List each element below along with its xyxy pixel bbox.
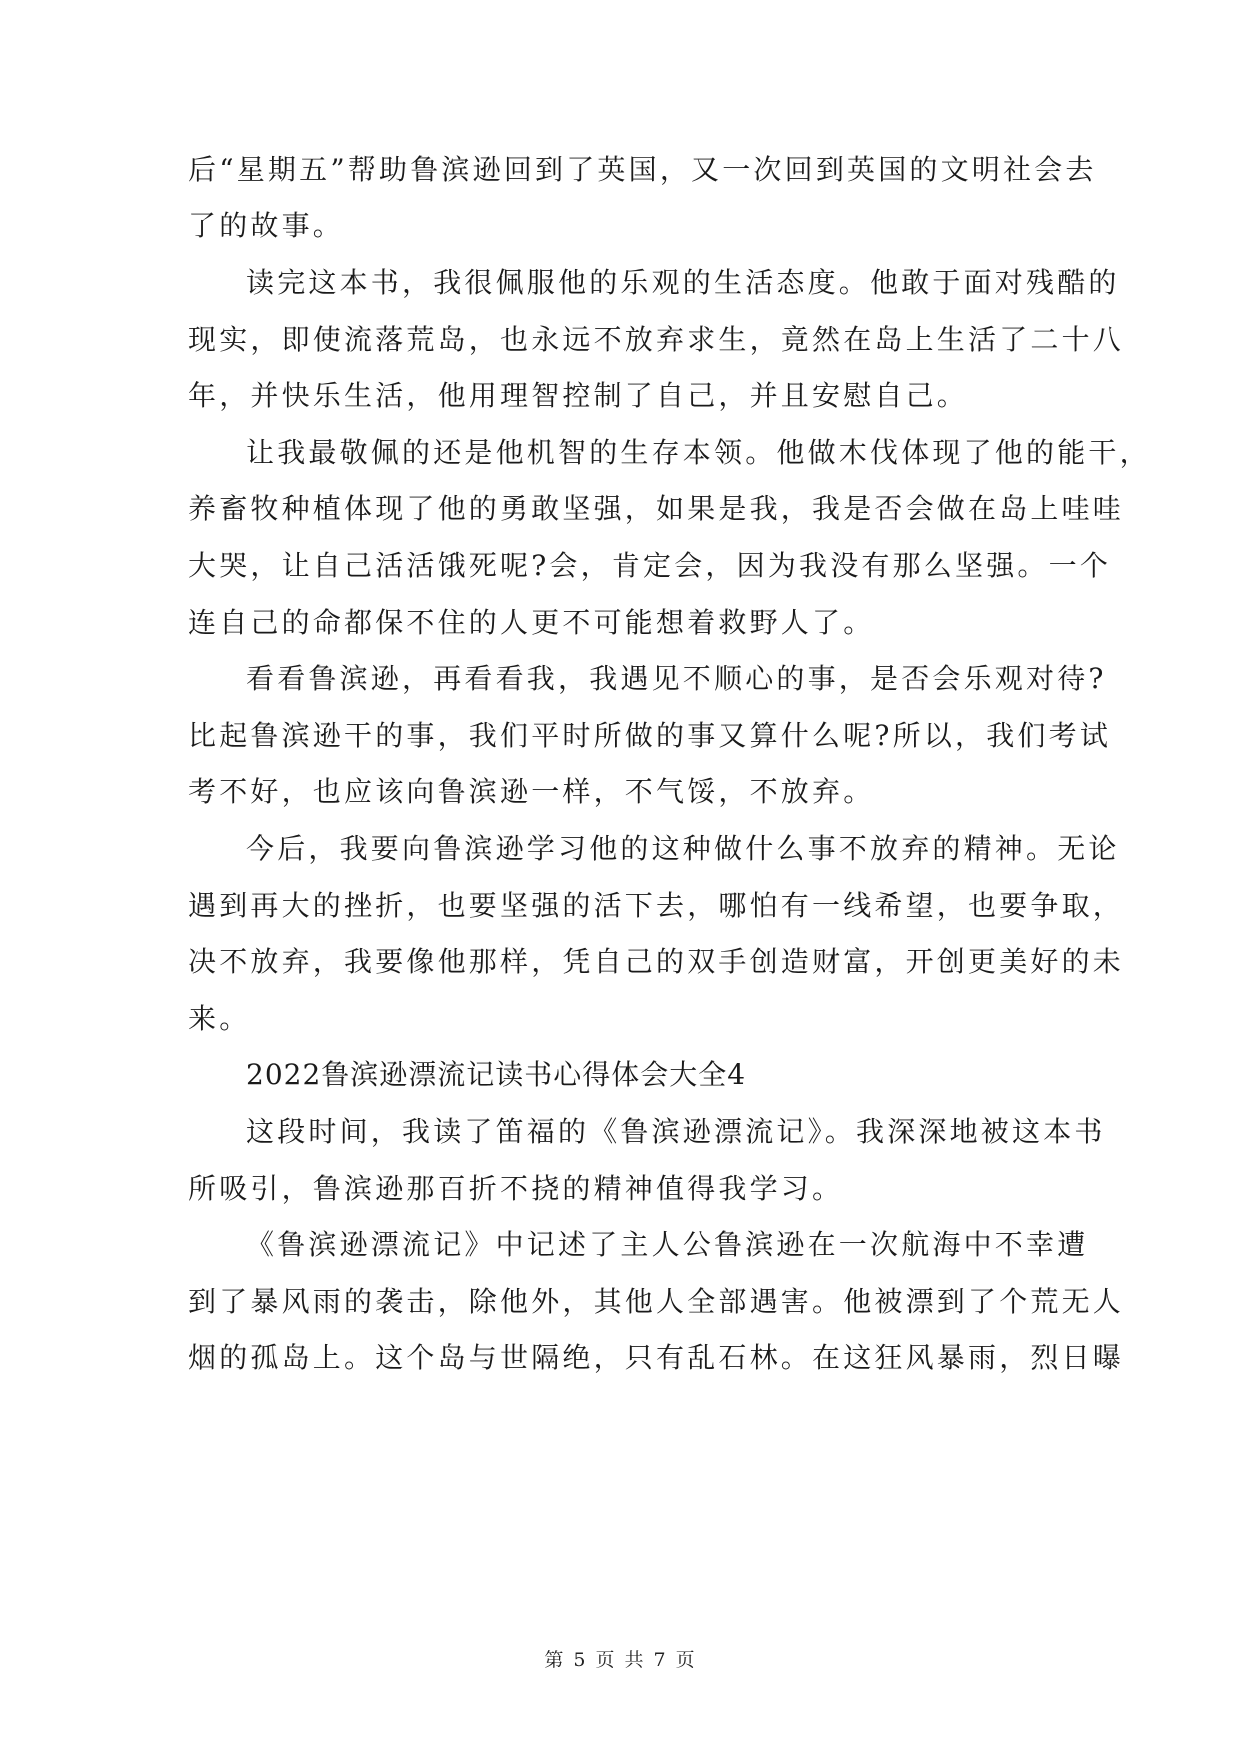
text-line: 烟的孤岛上。这个岛与世隔绝，只有乱石林。在这狂风暴雨，烈日曝 xyxy=(188,1341,1125,1374)
text-line: 到了暴风雨的袭击，除他外，其他人全部遇害。他被漂到了个荒无人 xyxy=(188,1285,1125,1318)
text-line: 决不放弃，我要像他那样，凭自己的双手创造财富，开创更美好的未 xyxy=(188,945,1125,978)
text-line: 考不好，也应该向鲁滨逊一样，不气馁，不放弃。 xyxy=(188,775,875,808)
text-line: 连自己的命都保不住的人更不可能想着救野人了。 xyxy=(188,606,875,639)
text-line: 所吸引，鲁滨逊那百折不挠的精神值得我学习。 xyxy=(188,1172,844,1205)
text-line: 来。 xyxy=(188,1002,251,1035)
text-line: 养畜牧种植体现了他的勇敢坚强，如果是我，我是否会做在岛上哇哇 xyxy=(188,492,1125,525)
section-heading: 2022鲁滨逊漂流记读书心得体会大全4 xyxy=(246,1058,747,1091)
text-line: 大哭，让自己活活饿死呢?会，肯定会，因为我没有那么坚强。一个 xyxy=(188,549,1112,582)
paragraph-start-line: 看看鲁滨逊，再看看我，我遇见不顺心的事，是否会乐观对待? xyxy=(246,662,1107,695)
paragraph-start-line: 这段时间，我读了笛福的《鲁滨逊漂流记》。我深深地被这本书 xyxy=(246,1115,1106,1148)
text-line: 现实，即使流落荒岛，也永远不放弃求生，竟然在岛上生活了二十八 xyxy=(188,323,1125,356)
paragraph-start-line: 《鲁滨逊漂流记》中记述了主人公鲁滨逊在一次航海中不幸遭 xyxy=(246,1228,1089,1261)
page-number-footer: 第 5 页 共 7 页 xyxy=(544,1649,697,1671)
text-line: 了的故事。 xyxy=(188,209,345,242)
text-line: 年，并快乐生活，他用理智控制了自己，并且安慰自己。 xyxy=(188,379,969,412)
paragraph-start-line: 今后，我要向鲁滨逊学习他的这种做什么事不放弃的精神。无论 xyxy=(246,832,1120,865)
paragraph-start-line: 读完这本书，我很佩服他的乐观的生活态度。他敢于面对残酷的 xyxy=(246,266,1120,299)
text-line: 比起鲁滨逊干的事，我们平时所做的事又算什么呢?所以，我们考试 xyxy=(188,719,1112,752)
text-line: 后“星期五”帮助鲁滨逊回到了英国，又一次回到英国的文明社会去 xyxy=(188,153,1097,186)
text-line: 遇到再大的挫折，也要坚强的活下去，哪怕有一线希望，也要争取， xyxy=(188,889,1125,922)
paragraph-start-line: 让我最敬佩的还是他机智的生存本领。他做木伐体现了他的能干， xyxy=(246,436,1151,469)
